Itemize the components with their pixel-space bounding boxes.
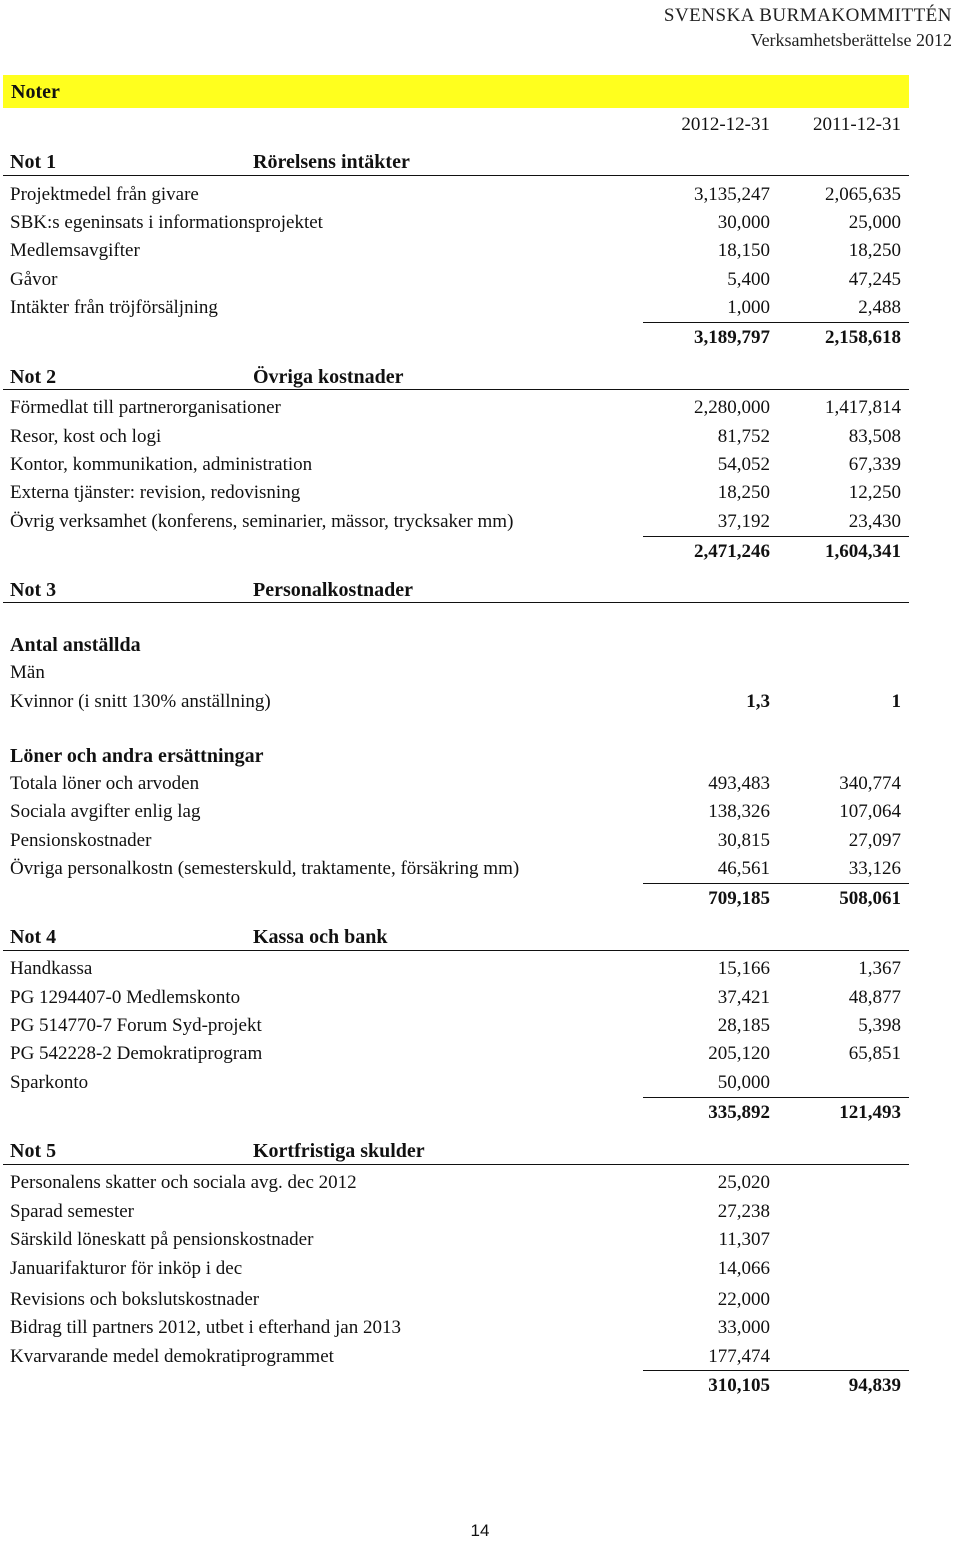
row-label: Kontor, kommunikation, administration: [10, 454, 313, 475]
note-2-rule: [3, 389, 909, 390]
row-value-2012: 493,483: [708, 773, 770, 794]
row-value-2012: 205,120: [708, 1043, 770, 1064]
note-1-sum-rule: [643, 322, 909, 323]
row-label: Sociala avgifter enlig lag: [10, 801, 201, 822]
document-header: [664, 4, 952, 52]
row-value-2011: 5,398: [858, 1015, 901, 1036]
row-label: Totala löner och arvoden: [10, 773, 200, 794]
row-label: Kvinnor (i snitt 130% anställning): [10, 691, 271, 712]
row-label: Sparkonto: [10, 1072, 89, 1093]
row-label: Sparad semester: [10, 1201, 134, 1222]
row-label: Resor, kost och logi: [10, 426, 162, 447]
row-value-2012: 37,421: [717, 987, 770, 1008]
staff-count-heading: Antal anställda: [10, 634, 141, 656]
note-1-number: Not 1: [10, 151, 57, 173]
note-1-title: Rörelsens intäkter: [253, 151, 410, 173]
note-2-total-2011: 1,604,341: [825, 541, 901, 562]
row-value-2012: 1,3: [746, 691, 770, 712]
note-4-rule: [3, 950, 909, 951]
row-value-2012: 46,561: [717, 858, 770, 879]
note-2-sum-rule: [643, 536, 909, 537]
row-value-2012: 27,238: [717, 1201, 770, 1222]
note-5-title: Kortfristiga skulder: [253, 1140, 425, 1162]
row-label: SBK:s egeninsats i informationsprojektet: [10, 212, 323, 233]
row-label: PG 542228-2 Demokratiprogram: [10, 1043, 263, 1064]
note-3-number: Not 3: [10, 579, 57, 601]
row-label: Kvarvarande medel demokratiprogrammet: [10, 1346, 334, 1367]
row-value-2011: 33,126: [848, 858, 901, 879]
row-value-2011: 25,000: [848, 212, 901, 233]
row-label: Pensionskostnader: [10, 830, 152, 851]
row-value-2012: 18,250: [717, 482, 770, 503]
row-value-2012: 3,135,247: [694, 184, 770, 205]
row-value-2012: 30,815: [717, 830, 770, 851]
row-value-2012: 14,066: [717, 1258, 770, 1279]
note-5-number: Not 5: [10, 1140, 57, 1162]
row-label: Intäkter från tröjförsäljning: [10, 297, 218, 318]
row-value-2011: 340,774: [839, 773, 901, 794]
column-header-2012: 2012-12-31: [681, 114, 770, 135]
row-label: Projektmedel från givare: [10, 184, 199, 205]
row-value-2012: 25,020: [717, 1172, 770, 1193]
row-label: Övriga personalkostn (semesterskuld, traktamente, försäkring mm): [10, 858, 520, 879]
row-label: Bidrag till partners 2012, utbet i efterhand jan 2013: [10, 1317, 401, 1338]
row-label: Revisions och bokslutskostnader: [10, 1289, 260, 1310]
note-3-sum-rule: [643, 883, 909, 884]
note-3-total-2012: 709,185: [708, 888, 770, 909]
note-1-total-2012: 3,189,797: [694, 327, 770, 348]
row-value-2011: 27,097: [848, 830, 901, 851]
row-value-2012: 5,400: [727, 269, 770, 290]
row-value-2012: 177,474: [708, 1346, 770, 1367]
row-label: Handkassa: [10, 958, 93, 979]
row-value-2012: 28,185: [717, 1015, 770, 1036]
row-value-2012: 11,307: [718, 1229, 770, 1250]
note-1-rule: [3, 175, 909, 176]
note-5-rule: [3, 1164, 909, 1165]
note-1-total-2011: 2,158,618: [825, 327, 901, 348]
row-value-2011: 67,339: [848, 454, 901, 475]
note-2-title: Övriga kostnader: [253, 366, 404, 388]
note-3-title: Personalkostnader: [253, 579, 413, 601]
row-value-2012: 33,000: [717, 1317, 770, 1338]
column-header-2011: 2011-12-31: [813, 114, 901, 135]
note-5-total-2011: 94,839: [848, 1375, 901, 1396]
row-label: Övrig verksamhet (konferens, seminarier, mässor, trycksaker mm): [10, 511, 514, 532]
note-5-sum-rule: [643, 1370, 909, 1371]
note-4-number: Not 4: [10, 926, 57, 948]
note-4-total-2011: 121,493: [839, 1102, 901, 1123]
document-subtitle: Verksamhetsberättelse 2012: [750, 30, 952, 50]
note-2-total-2012: 2,471,246: [694, 541, 770, 562]
row-value-2011: 1,417,814: [825, 397, 901, 418]
row-value-2011: 48,877: [848, 987, 901, 1008]
row-value-2011: 2,488: [858, 297, 901, 318]
row-value-2012: 22,000: [717, 1289, 770, 1310]
row-value-2011: 107,064: [839, 801, 901, 822]
note-4-sum-rule: [643, 1097, 909, 1098]
row-value-2012: 18,150: [717, 240, 770, 261]
page-number: 14: [470, 1521, 490, 1540]
wages-heading: Löner och andra ersättningar: [10, 745, 264, 767]
row-value-2012: 54,052: [717, 454, 770, 475]
row-value-2012: 1,000: [727, 297, 770, 318]
row-label: Personalens skatter och sociala avg. dec 2012: [10, 1172, 357, 1193]
section-title-bar: [3, 75, 909, 108]
row-label: Januarifakturor för inköp i dec: [10, 1258, 243, 1279]
row-value-2011: 65,851: [848, 1043, 901, 1064]
row-label: Medlemsavgifter: [10, 240, 140, 261]
row-value-2011: 1: [891, 691, 901, 712]
row-value-2011: 47,245: [848, 269, 901, 290]
note-5-total-2012: 310,105: [708, 1375, 770, 1396]
row-value-2012: 30,000: [717, 212, 770, 233]
row-value-2012: 2,280,000: [694, 397, 770, 418]
section-title: Noter: [11, 81, 60, 103]
row-value-2012: 15,166: [717, 958, 770, 979]
row-value-2011: 2,065,635: [825, 184, 901, 205]
men-label: Män: [10, 662, 45, 683]
note-4-total-2012: 335,892: [708, 1102, 770, 1123]
row-value-2011: 18,250: [848, 240, 901, 261]
row-value-2012: 138,326: [708, 801, 770, 822]
row-label: Särskild löneskatt på pensionskostnader: [10, 1229, 314, 1250]
organization-name: SVENSKA BURMAKOMMITTÉN: [663, 5, 952, 26]
note-3-total-2011: 508,061: [839, 888, 901, 909]
row-label: Förmedlat till partnerorganisationer: [10, 397, 281, 418]
row-value-2011: 1,367: [858, 958, 901, 979]
row-value-2012: 37,192: [717, 511, 770, 532]
row-value-2011: 12,250: [848, 482, 901, 503]
row-value-2011: 23,430: [848, 511, 901, 532]
row-value-2011: 83,508: [848, 426, 901, 447]
row-label: PG 514770-7 Forum Syd-projekt: [10, 1015, 262, 1036]
row-value-2012: 81,752: [717, 426, 770, 447]
row-label: Externa tjänster: revision, redovisning: [10, 482, 301, 503]
note-2-number: Not 2: [10, 366, 57, 388]
row-value-2012: 50,000: [717, 1072, 770, 1093]
note-3-rule: [3, 602, 909, 603]
row-label: PG 1294407-0 Medlemskonto: [10, 987, 241, 1008]
row-label: Gåvor: [10, 269, 58, 290]
note-4-title: Kassa och bank: [253, 926, 388, 948]
